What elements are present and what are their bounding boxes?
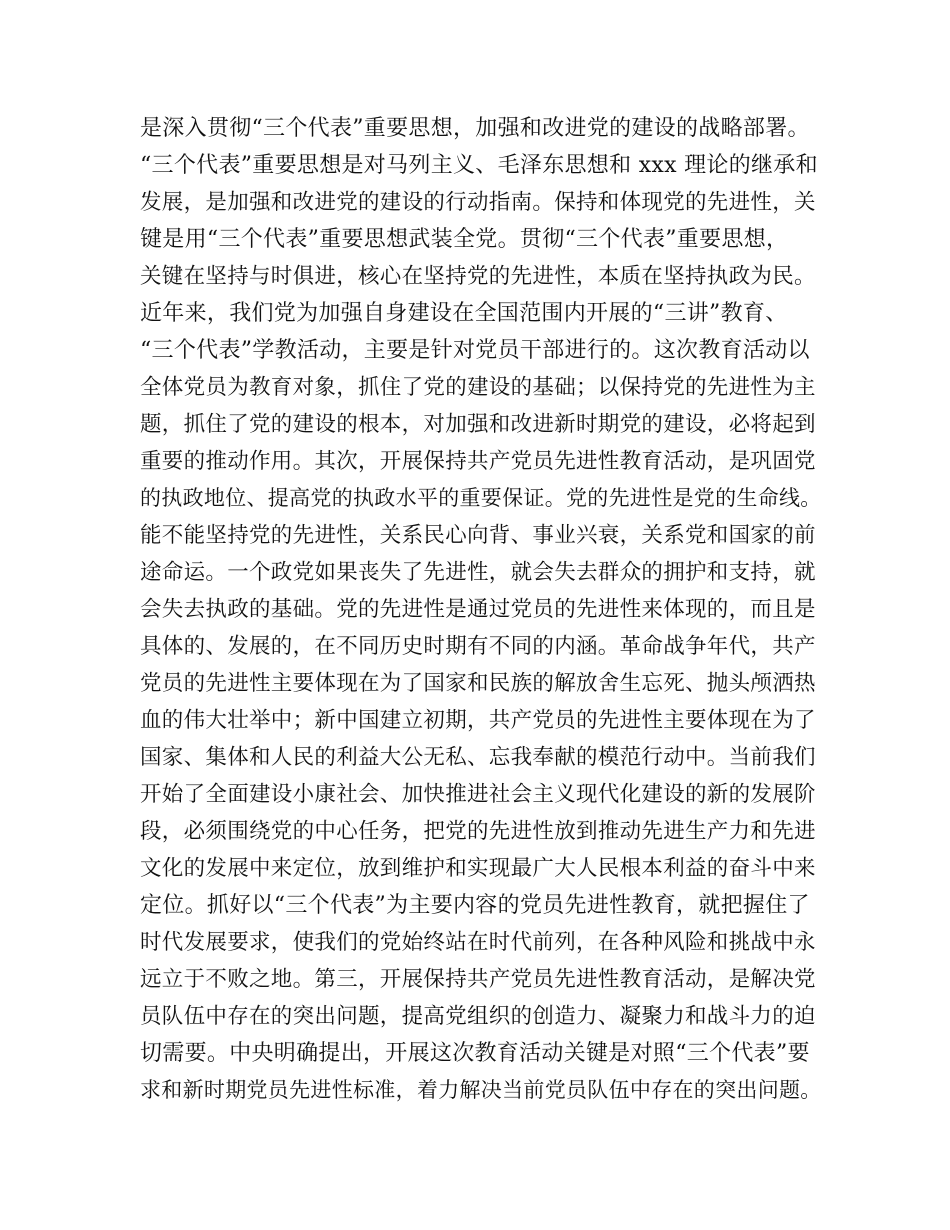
text-line-9: 题，抓住了党的建设的根本，对加强和改进新时期党的建设，必将起到 — [140, 412, 816, 437]
text-line-1: 是深入贯彻“三个代表”重要思想，加强和改进党的建设的战略部署。 — [140, 116, 810, 141]
text-line-25: 员队伍中存在的突出问题，提高党组织的创造力、凝聚力和战斗力的迫 — [140, 1004, 816, 1029]
text-line-11: 的执政地位、提高党的执政水平的重要保证。党的先进性是党的生命线。 — [140, 486, 822, 510]
text-line-8: 全体党员为教育对象，抓住了党的建设的基础；以保持党的先进性为主 — [140, 375, 816, 400]
text-line-16: 党员的先进性主要体现在为了国家和民族的解放舍生忘死、抛头颅洒热 — [140, 671, 816, 696]
text-line-3: 发展，是加强和改进党的建设的行动指南。保持和体现党的先进性，关 — [140, 190, 816, 215]
text-line-27: 求和新时期党员先进性标准，着力解决当前党员队伍中存在的突出问题。 — [140, 1078, 822, 1102]
text-line-20: 段，必须围绕党的中心任务，把党的先进性放到推动先进生产力和先进 — [140, 819, 816, 844]
text-line-15: 具体的、发展的，在不同历史时期有不同的内涵。革命战争年代，共产 — [140, 634, 816, 659]
text-line-22: 定位。抓好以“三个代表”为主要内容的党员先进性教育，就把握住了 — [140, 893, 810, 918]
text-line-24: 远立于不败之地。第三，开展保持共产党员先进性教育活动，是解决党 — [140, 967, 816, 992]
text-line-21: 文化的发展中来定位，放到维护和实现最广大人民根本利益的奋斗中来 — [140, 856, 816, 881]
text-line-10: 重要的推动作用。其次，开展保持共产党员先进性教育活动，是巩固党 — [140, 449, 816, 474]
text-line-23: 时代发展要求，使我们的党始终站在时代前列，在各种风险和挑战中永 — [140, 930, 816, 955]
body-text — [140, 110, 830, 1109]
text-line-4: 键是用“三个代表”重要思想武装全党。贯彻“三个代表”重要思想， — [140, 227, 789, 252]
text-line-12: 能不能坚持党的先进性，关系民心向背、事业兴衰，关系党和国家的前 — [140, 523, 816, 548]
text-line-6: 近年来，我们党为加强自身建设在全国范围内开展的“三讲”教育、 — [140, 301, 788, 326]
text-line-7: “三个代表”学教活动，主要是针对党员干部进行的。这次教育活动以 — [140, 338, 810, 363]
text-line-19: 开始了全面建设小康社会、加快推进社会主义现代化建设的新的发展阶 — [140, 782, 816, 807]
text-line-17: 血的伟大壮举中；新中国建立初期，共产党员的先进性主要体现在为了 — [140, 708, 816, 733]
text-line-5: 关键在坚持与时俱进，核心在坚持党的先进性，本质在坚持执政为民。 — [140, 264, 816, 289]
text-line-26: 切需要。中央明确提出，开展这次教育活动关键是对照“三个代表”要 — [140, 1041, 810, 1066]
text-line-2: “三个代表”重要思想是对马列主义、毛泽东思想和 xxx 理论的继承和 — [140, 153, 818, 178]
text-line-18: 国家、集体和人民的利益大公无私、忘我奉献的模范行动中。当前我们 — [140, 745, 816, 770]
text-line-13: 途命运。一个政党如果丧失了先进性，就会失去群众的拥护和支持，就 — [140, 560, 816, 585]
text-line-14: 会失去执政的基础。党的先进性是通过党员的先进性来体现的，而且是 — [140, 597, 816, 622]
